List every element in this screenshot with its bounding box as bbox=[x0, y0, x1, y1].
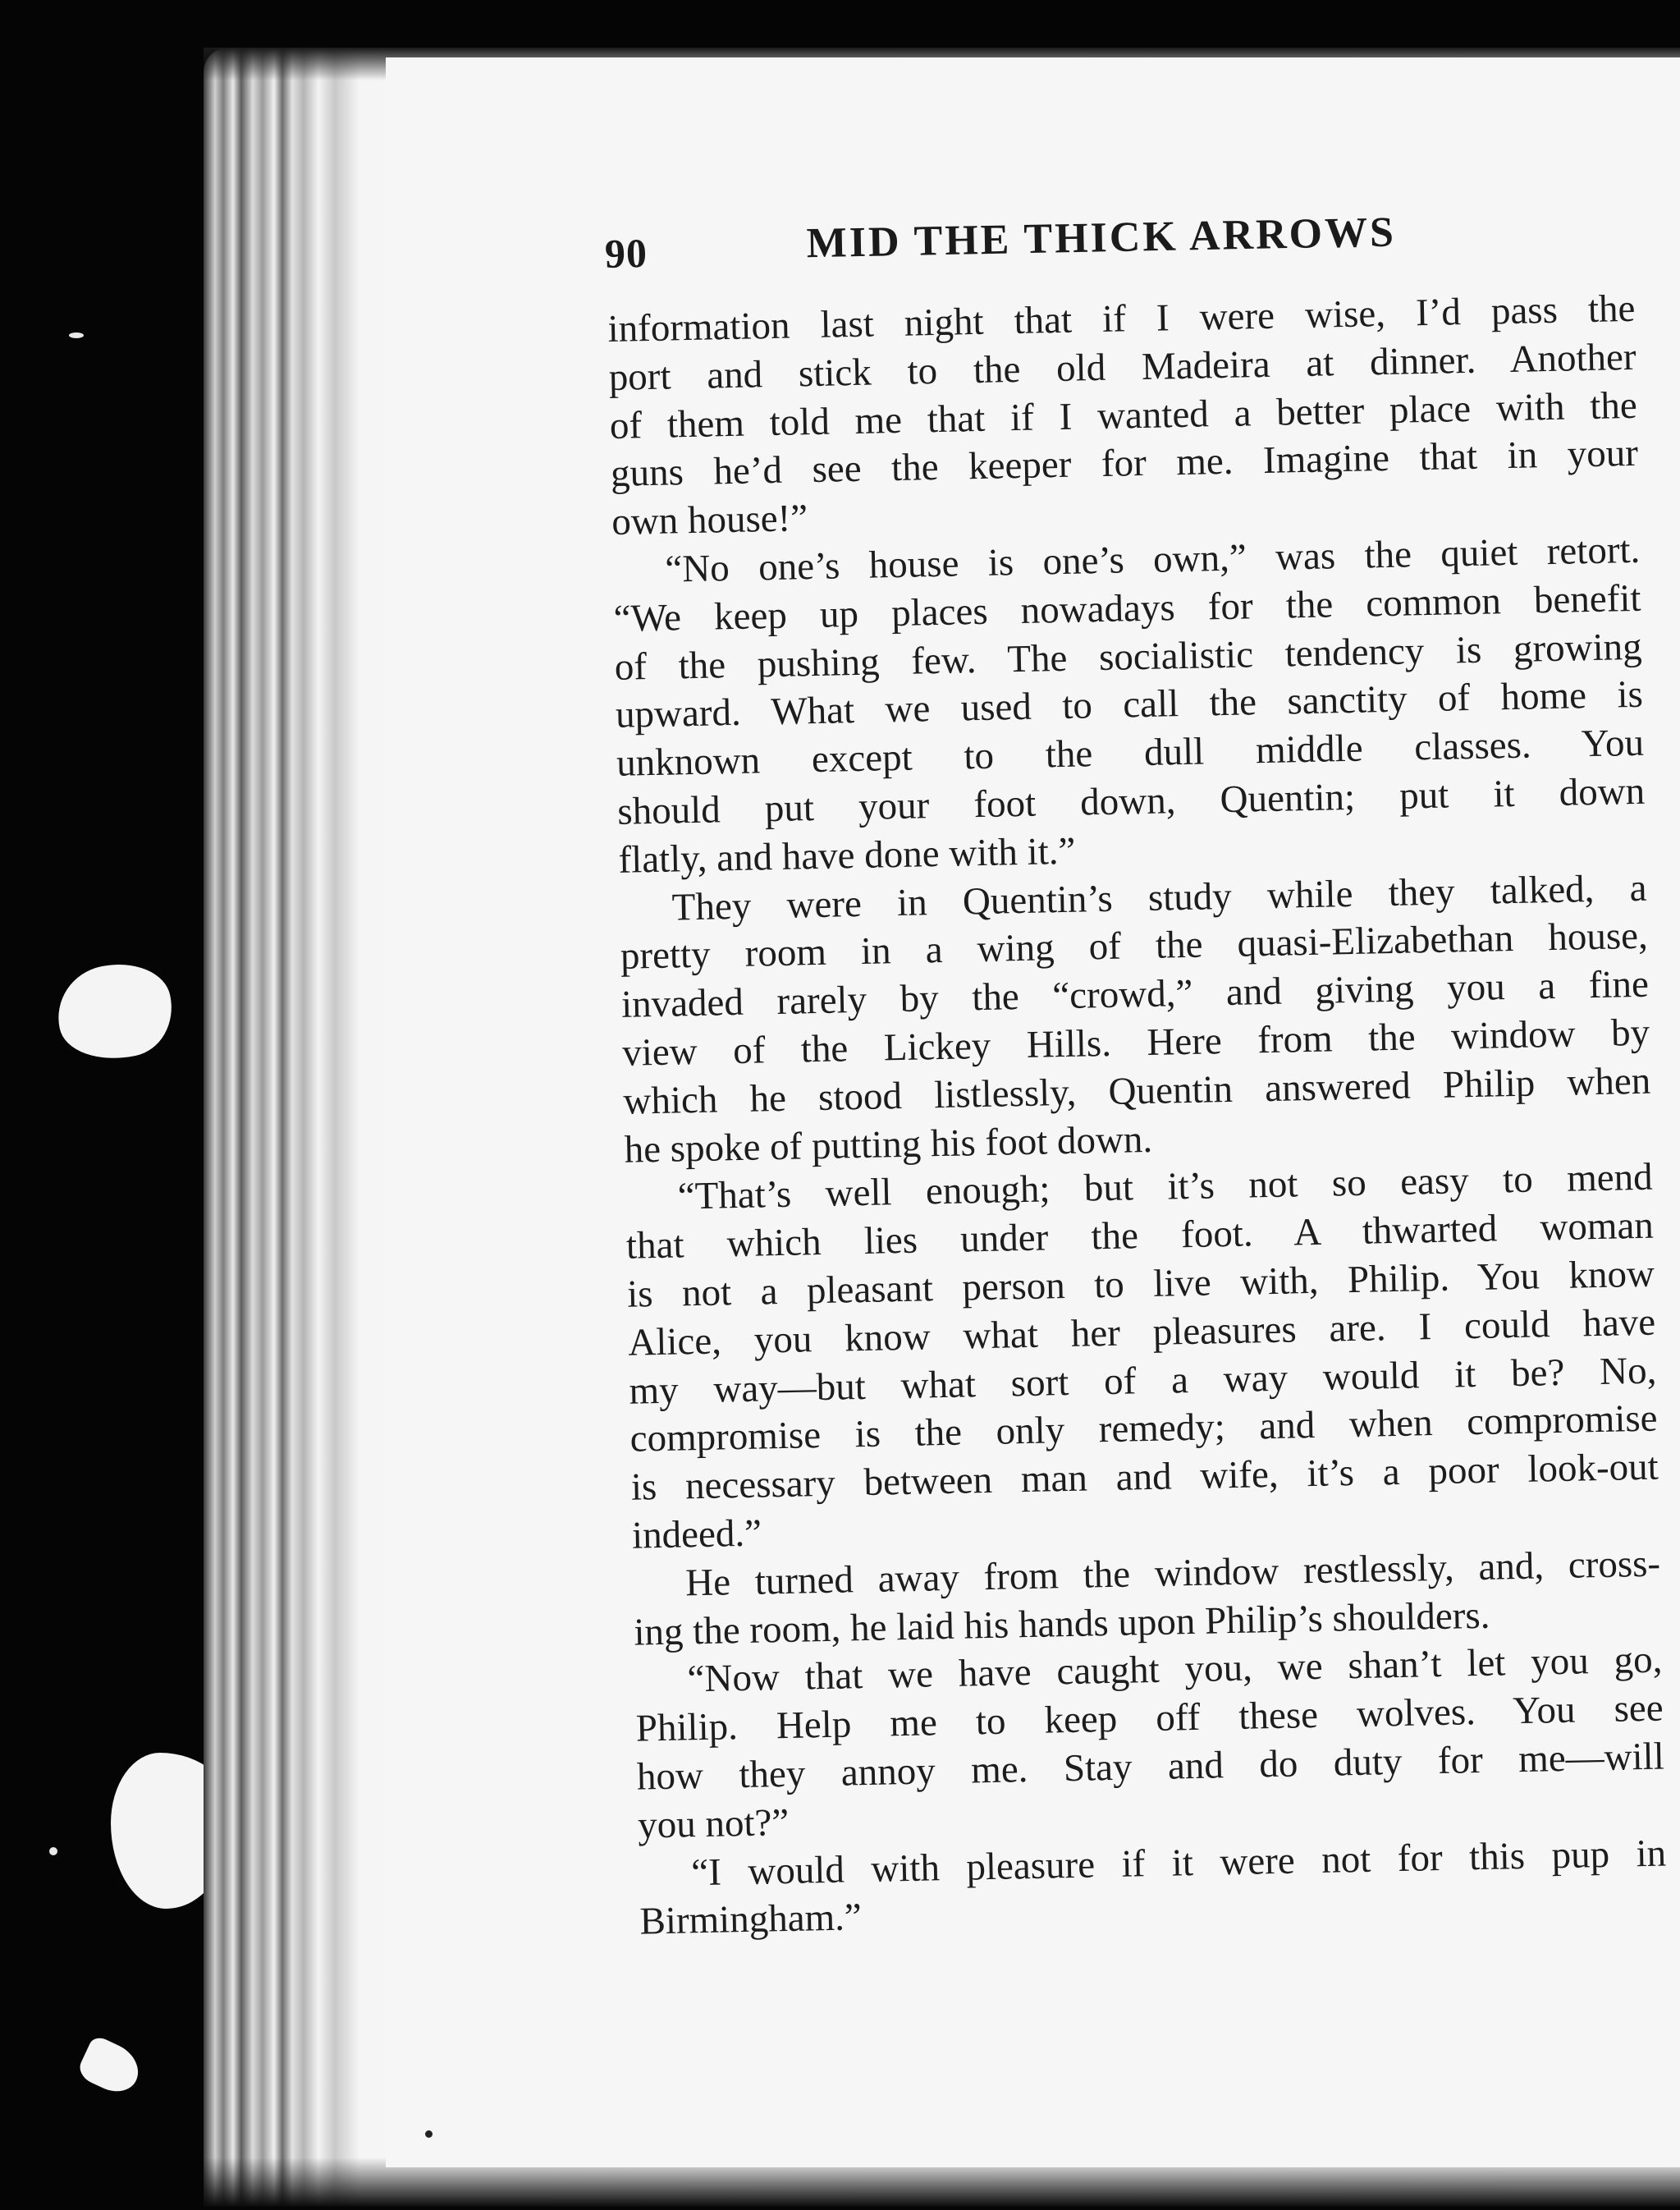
text-line: Philip. Help me to keep off these wolves. You see bbox=[635, 1686, 1664, 1750]
running-title: MID THE THICK ARROWS bbox=[806, 209, 1397, 268]
scan-speck bbox=[49, 1847, 57, 1855]
text-line: “We keep up places nowadays for the common benefit bbox=[613, 576, 1641, 640]
text-line: “Now that we have caught you, we shan’t let you go, bbox=[687, 1638, 1663, 1701]
text-line: that which lies under the foot. A thwarted woman bbox=[625, 1204, 1655, 1268]
text-line: unknown except to the dull middle classes. You bbox=[616, 721, 1645, 786]
text-line: own house!” bbox=[611, 497, 808, 544]
text-line: They were in Quentin’s study while they talked, a bbox=[671, 866, 1648, 929]
text-line: is necessary between man and wife, it’s a poor look-out bbox=[630, 1445, 1659, 1509]
text-line: port and stick to the old Madeira at dinner. Another bbox=[608, 335, 1637, 399]
text-line: compromise is the only remedy; and when compromise bbox=[629, 1396, 1658, 1461]
text-line: should put your foot down, Quentin; put it down bbox=[616, 769, 1646, 833]
body-text bbox=[607, 285, 1668, 1946]
text-line: pretty room in a wing of the quasi-Elizabethan house, bbox=[620, 915, 1649, 979]
text-line: of them told me that if I wanted a better place with the bbox=[609, 383, 1638, 447]
text-line: “I would with pleasure if it were not for this pup in bbox=[690, 1831, 1667, 1894]
scan-speck bbox=[69, 332, 84, 338]
text-line: “That’s well enough; but it’s not so easy to mend bbox=[677, 1156, 1654, 1218]
text-line: how they annoy me. Stay and do duty for me—will bbox=[636, 1735, 1665, 1799]
text-line: ing the room, he laid his hands upon Philip’s shoulders. bbox=[633, 1593, 1490, 1654]
text-line: Alice, you know what her pleasures are. I could have bbox=[627, 1300, 1656, 1364]
text-line: He turned away from the window restlessly, and, cross- bbox=[684, 1542, 1661, 1605]
text-line: information last night that if I were wise, I’d pass the bbox=[607, 287, 1636, 351]
text-line: you not?” bbox=[637, 1800, 790, 1847]
text-line: “No one’s house is one’s own,” was the quiet retort. bbox=[664, 528, 1641, 591]
text-line: guns he’d see the keeper for me. Imagine that in your bbox=[610, 432, 1639, 496]
gutter-mark bbox=[425, 2130, 433, 2138]
text-line: indeed.” bbox=[631, 1511, 762, 1557]
text-line: Birmingham.” bbox=[639, 1896, 863, 1943]
text-line: flatly, and have done with it.” bbox=[618, 829, 1076, 882]
text-line: my way—but what sort of a way would it be? No, bbox=[629, 1349, 1657, 1413]
text-line: upward. What we used to call the sanctity of home is bbox=[615, 673, 1644, 737]
text-line: which he stood listlessly, Quentin answered Philip when bbox=[622, 1059, 1651, 1123]
page-number: 90 bbox=[604, 229, 648, 277]
text-line: he spoke of putting his foot down. bbox=[624, 1117, 1153, 1171]
text-line: invaded rarely by the “crowd,” and giving you a fine bbox=[620, 962, 1650, 1026]
text-line: of the pushing few. The socialistic tendency is growing bbox=[614, 625, 1643, 689]
text-line: is not a pleasant person to live with, Philip. You know bbox=[626, 1252, 1655, 1316]
text-line: view of the Lickey Hills. Here from the window by bbox=[621, 1011, 1650, 1075]
